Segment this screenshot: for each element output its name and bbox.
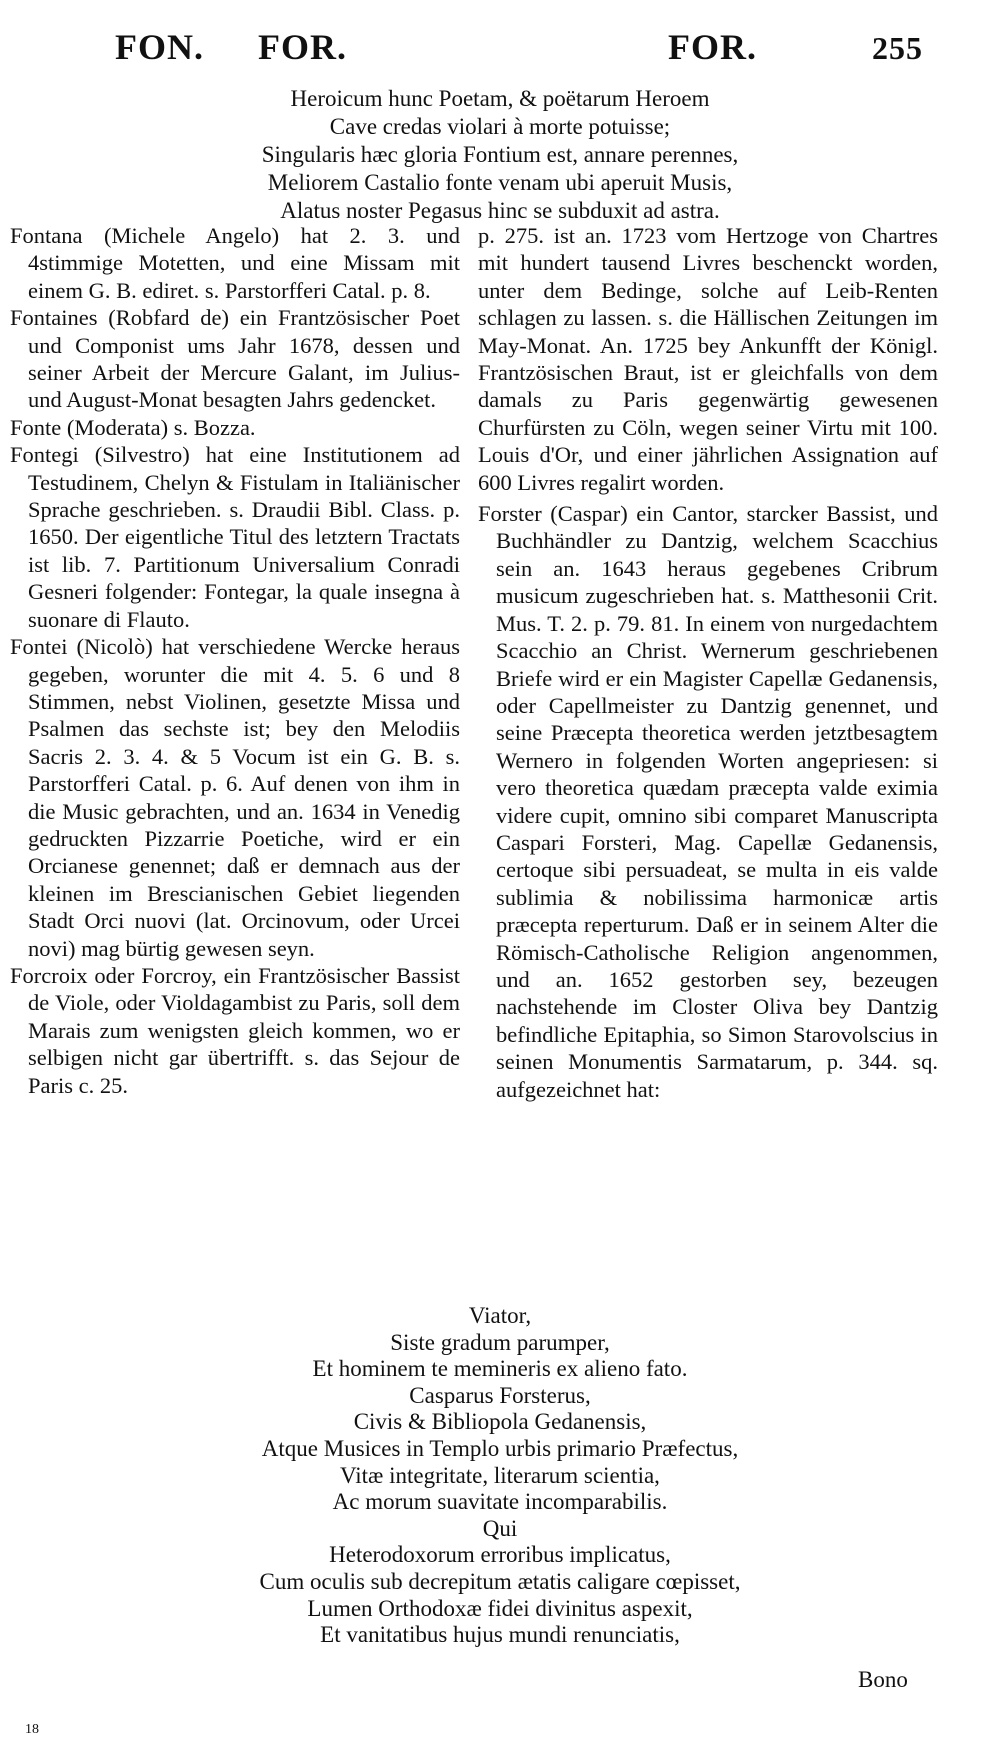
header-left-keyword-2: FOR. <box>258 27 347 67</box>
left-column <box>10 222 460 1099</box>
entry-headword: Fontana <box>10 223 83 248</box>
entry-forcroix <box>10 962 460 1099</box>
epitaph-line: Qui <box>482 1515 518 1541</box>
header-right-keyword: FOR. <box>668 27 757 67</box>
running-header <box>0 22 1000 72</box>
entry-text: (Robfard de) ein Frantzösischer Poet und Componist ums Jahr 1678, dessen und seiner Arbeit der Mercure Galant, im Julius- und August-Monat besagten Jahrs gedencket. <box>28 305 460 413</box>
epitaph-line: Ac morum suavitate incomparabilis. <box>332 1489 668 1515</box>
header-left-keyword-1: FON. <box>115 27 204 67</box>
signature-mark: 18 <box>25 1722 39 1737</box>
entry-fontegi <box>10 441 460 633</box>
right-column <box>478 222 938 1103</box>
entry-fonte <box>10 414 460 441</box>
entry-fontaines <box>10 304 460 414</box>
entry-text: (Michele Angelo) hat 2. 3. und 4stimmige Motetten, und eine Missam mit einem G. B. ediret. s. Parstorfferi Catal. p. 8. <box>28 223 460 303</box>
epitaph-line: Casparus Forsterus, <box>409 1382 591 1408</box>
epitaph-line: Vitæ integritate, literarum scientia, <box>340 1462 660 1488</box>
epitaph-line: Siste gradum parumper, <box>390 1329 610 1355</box>
entry-text: (Moderata) s. Bozza. <box>61 414 256 440</box>
entry-fontana <box>10 222 460 304</box>
entry-fontei <box>10 633 460 962</box>
entry-headword: Fontegi <box>10 442 79 468</box>
poem-line: Cave credas violari à morte potuisse; <box>329 114 671 139</box>
entry-text: (Silvestro) hat eine Institutionem ad Testudinem, Chelyn & Fistulam in Italiänischer Sprache geschrieben. s. Draudii Bibl. Class. p. 1650. Der eigentliche Titul des letztern Tractats ist lib. 7. Partitionum Universalium Conradi Gesneri folgender: Fontegar, la quale insegna à suonare di Flauto. <box>28 442 460 632</box>
epitaph-line: Heterodoxorum erroribus implicatus, <box>329 1542 671 1568</box>
entry-headword: Fontaines <box>10 305 98 331</box>
entry-headword: Forster <box>478 501 542 527</box>
catchword: Bono <box>858 1667 908 1692</box>
epitaph-line: Civis & Bibliopola Gedanensis, <box>353 1409 647 1435</box>
epitaph-line: Atque Musices in Templo urbis primario Præfectus, <box>261 1435 739 1461</box>
entry-text: (Nicolò) hat verschiedene Wercke heraus gegeben, worunter die mit 4. 5. 6 und 8 Stimmen, nebst Violinen, gesetzte Missa und Psalmen das sechste ist; bey den Melodiis Sacris 2. 3. 4. & 5 Vocum ist ein G. B. s. Parstorfferi Catal. p. 6. Auf denen von ihm in die Music gebrachten, und an. 1634 in Venedig gedruckten Pizzarrie Poetiche, wird er ein Orcianese genennet; daß er demnach aus der kleinen im Brescianischen Gebiet liegenden Stadt Orci nuovi (lat. Orcinovum, oder Urcei novi) mag bürtig gewesen seyn. <box>28 634 460 961</box>
entry-headword: Fonte <box>10 414 62 440</box>
epitaph <box>0 1303 1000 1649</box>
epitaph-line: Viator, <box>468 1303 532 1328</box>
epitaph-line: Et hominem te memineris ex alieno fato. <box>312 1356 688 1382</box>
entry-forster <box>478 500 938 1103</box>
page-number: 255 <box>872 30 923 66</box>
entry-headword: Forcroix <box>10 962 88 988</box>
epitaph-line: Lumen Orthodoxæ fidei divinitus aspexit, <box>307 1595 693 1621</box>
poem-line: Heroicum hunc Poetam, & poëtarum Heroem <box>290 86 710 111</box>
epitaph-line: Cum oculis sub decrepitum ætatis caligare cœpisset, <box>259 1568 741 1594</box>
poem-line: Singularis hæc gloria Fontium est, annare perennes, <box>261 142 739 167</box>
continuation-paragraph: p. 275. ist an. 1723 vom Hertzoge von Chartres mit hundert tausend Livres beschenckt worden, unter dem Bedinge, solche auf Leib-Renten schlagen zu lassen. s. die Hällischen Zeitungen im May-Monat. An. 1725 bey Ankunfft der Königl. Frantzösischen Braut, ist er gleichfalls von dem damals zu Paris gegenwärtig gewesenen Churfürsten zu Cöln, wegen seiner Virtu mit 100. Louis d'Or, und einer jährlichen Assignation auf 600 Livres regalirt worden. <box>478 223 938 495</box>
poem-line: Alatus noster Pegasus hinc se subduxit ad astra. <box>280 198 720 223</box>
top-poem <box>0 85 1000 225</box>
poem-line: Meliorem Castalio fonte venam ubi aperuit Musis, <box>267 170 733 195</box>
epitaph-line: Et vanitatibus hujus mundi renunciatis, <box>320 1622 680 1648</box>
entry-text: oder Forcroy, ein Frantzösischer Bassist de Viole, oder Violdagambist zu Paris, soll dem Marais zum wenigsten gleich kommen, wo er selbigen nicht gar übertrifft. s. das Sejour de Paris c. 25. <box>28 962 460 1098</box>
entry-headword: Fontei <box>10 634 68 660</box>
entry-text: (Caspar) ein Cantor, starcker Bassist, und Buchhändler zu Dantzig, welchem Scacchius sein an. 1643 heraus gegebenes Cribrum musicum zugeschrieben hat. s. Matthesonii Crit. Mus. T. 2. p. 79. 81. In einem von nurgedachtem Scacchio an Christ. Wernerum geschriebenen Briefe wird er ein Magister Capellæ Gedanensis, oder Capellmeister zu Dantzig genennet, und seine Præcepta theoretica werden jetztbesagtem Wernero in folgenden Worten angepriesen: si vero theoretica quædam præcepta valde eximia videre cupit, omnino sibi comparet Manuscripta Caspari Forsteri, Mag. Capellæ Gedanensis, certoque sibi persuadeat, se multa in eis valde sublimia & nobilissima harmonicæ artis præcepta reperturum. Daß er in seinem Alter die Römisch-Catholische Religion angenommen, und an. 1652 gestorben sey, bezeugen nachstehende im Closter Oliva bey Dantzig befindliche Epitaphia, so Simon Starovolscius in seinen Monumentis Sarmatarum, p. 344. sq. aufgezeichnet hat: <box>496 501 938 1102</box>
